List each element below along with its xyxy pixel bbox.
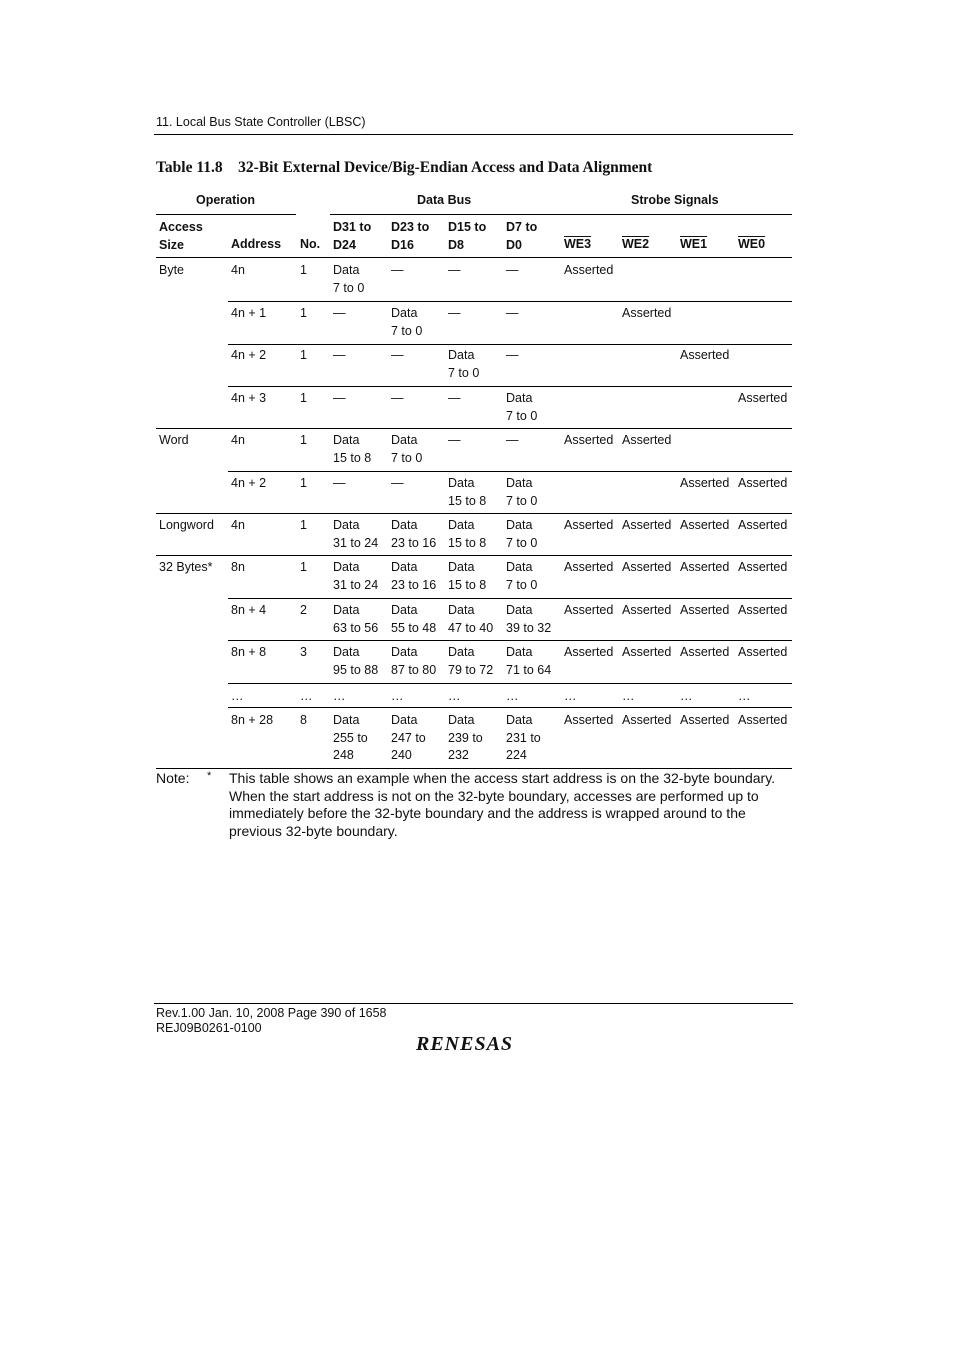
footer-document-number: REJ09B0261-0100 <box>156 1021 262 1035</box>
table-cell-we3: Asserted <box>564 263 614 277</box>
column-header-access-size: Access Size <box>159 220 203 252</box>
table-cell-d15-d8: … <box>448 689 461 703</box>
table-cell-no: … <box>300 689 313 703</box>
table-cell-d23-d16: — <box>391 263 404 277</box>
table-cell-we0: … <box>738 689 751 703</box>
table-cell-d15-d8: Data 239 to 232 <box>448 713 483 762</box>
row-separator <box>156 428 792 429</box>
table-cell-we0: Asserted <box>738 476 788 490</box>
row-separator <box>228 683 792 684</box>
table-cell-d15-d8: — <box>448 263 461 277</box>
note-text: This table shows an example when the access start address is on the 32-byte boundary. When the start address is not on the 32-byte boundary, accesses are performed up to immediately before the 32-byte boundary and the address is wrapped around to the previous 32-byte boundary. <box>229 770 776 839</box>
table-cell-we0: Asserted <box>738 603 788 617</box>
table-cell-d15-d8: Data 15 to 8 <box>448 476 487 508</box>
table-cell-d23-d16: Data 23 to 16 <box>391 560 437 592</box>
table-cell-we2: … <box>622 689 635 703</box>
table-cell-address: 8n + 8 <box>231 645 267 659</box>
table-cell-d31-d24: — <box>333 306 346 320</box>
table-cell-no: 1 <box>300 306 307 320</box>
table-cell-d15-d8: Data 79 to 72 <box>448 645 494 677</box>
table-cell-we1: Asserted <box>680 348 730 362</box>
table-cell-d7-d0: Data 7 to 0 <box>506 476 538 508</box>
renesas-logo <box>416 1033 536 1055</box>
table-cell-we2: Asserted <box>622 518 672 532</box>
operation-header-rule <box>156 214 296 215</box>
row-separator <box>156 768 792 769</box>
table-cell-access-size: 32 Bytes* <box>159 560 213 574</box>
row-separator <box>228 301 792 302</box>
table-cell-d31-d24: Data 31 to 24 <box>333 560 379 592</box>
table-cell-we1: Asserted <box>680 603 730 617</box>
table-cell-we3: Asserted <box>564 713 614 727</box>
table-cell-we1: Asserted <box>680 713 730 727</box>
table-cell-d23-d16: — <box>391 348 404 362</box>
table-cell-d7-d0: Data 7 to 0 <box>506 518 538 550</box>
row-separator <box>228 640 792 641</box>
footer-rule <box>154 1003 793 1004</box>
table-cell-we1: Asserted <box>680 518 730 532</box>
data-strobe-header-rule <box>330 214 792 215</box>
row-separator <box>228 598 792 599</box>
column-header-d31-d24: D31 to D24 <box>333 220 372 252</box>
table-cell-access-size: Word <box>159 433 189 447</box>
table-cell-no: 1 <box>300 433 307 447</box>
table-cell-address: 4n <box>231 433 245 447</box>
table-cell-we1: Asserted <box>680 645 730 659</box>
table-cell-we3: … <box>564 689 577 703</box>
table-cell-d7-d0: — <box>506 348 519 362</box>
table-cell-no: 1 <box>300 476 307 490</box>
table-cell-address: 4n + 2 <box>231 476 267 490</box>
table-cell-d15-d8: Data 15 to 8 <box>448 518 487 550</box>
column-header-we1: WE1 <box>680 237 708 251</box>
table-cell-address: 8n + 4 <box>231 603 267 617</box>
operation-group-header: Operation <box>196 193 256 207</box>
table-cell-we1: Asserted <box>680 476 730 490</box>
table-cell-no: 1 <box>300 348 307 362</box>
table-cell-d7-d0: Data 7 to 0 <box>506 560 538 592</box>
table-cell-we0: Asserted <box>738 713 788 727</box>
table-cell-no: 1 <box>300 263 307 277</box>
column-header-we2: WE2 <box>622 237 650 251</box>
table-cell-we2: Asserted <box>622 560 672 574</box>
table-cell-d15-d8: — <box>448 306 461 320</box>
table-cell-address: 4n + 2 <box>231 348 267 362</box>
table-cell-we2: Asserted <box>622 713 672 727</box>
note-label: Note: <box>156 770 190 786</box>
strobe-signals-group-header: Strobe Signals <box>631 193 719 207</box>
table-cell-we0: Asserted <box>738 518 788 532</box>
table-cell-we3: Asserted <box>564 603 614 617</box>
table-cell-we0: Asserted <box>738 560 788 574</box>
table-cell-d7-d0: Data 7 to 0 <box>506 391 538 423</box>
row-separator <box>228 471 792 472</box>
table-cell-address: 4n <box>231 263 245 277</box>
table-cell-d31-d24: Data 95 to 88 <box>333 645 379 677</box>
table-cell-d15-d8: — <box>448 433 461 447</box>
table-cell-d15-d8: Data 15 to 8 <box>448 560 487 592</box>
table-cell-d15-d8: Data 7 to 0 <box>448 348 480 380</box>
table-cell-d31-d24: … <box>333 689 346 703</box>
table-cell-no: 2 <box>300 603 307 617</box>
header-rule <box>154 134 793 135</box>
column-header-no: No. <box>300 237 321 251</box>
table-cell-address: 8n + 28 <box>231 713 274 727</box>
table-cell-we1: Asserted <box>680 560 730 574</box>
table-cell-d31-d24: Data 63 to 56 <box>333 603 379 635</box>
table-cell-d15-d8: Data 47 to 40 <box>448 603 494 635</box>
table-cell-d23-d16: — <box>391 476 404 490</box>
table-cell-we3: Asserted <box>564 433 614 447</box>
data-bus-group-header: Data Bus <box>417 193 472 207</box>
table-cell-we3: Asserted <box>564 560 614 574</box>
row-separator <box>228 344 792 345</box>
table-cell-access-size: Longword <box>159 518 214 532</box>
table-cell-d7-d0: Data 231 to 224 <box>506 713 541 762</box>
table-cell-d7-d0: — <box>506 263 519 277</box>
row-separator <box>156 513 792 514</box>
table-title: Table 11.8 32-Bit External Device/Big-Endian Access and Data Alignment <box>156 159 653 176</box>
table-cell-d15-d8: — <box>448 391 461 405</box>
table-cell-access-size: Byte <box>159 263 185 277</box>
table-cell-d23-d16: — <box>391 391 404 405</box>
table-cell-d23-d16: Data 7 to 0 <box>391 433 423 465</box>
table-cell-we1: … <box>680 689 693 703</box>
column-header-bottom-rule <box>156 257 792 258</box>
svg-text:RENESAS: RENESAS <box>416 1033 514 1055</box>
column-header-d23-d16: D23 to D16 <box>391 220 430 252</box>
table-cell-d23-d16: Data 55 to 48 <box>391 603 437 635</box>
footer-revision: Rev.1.00 Jan. 10, 2008 Page 390 of 1658 <box>156 1006 387 1020</box>
table-cell-d7-d0: — <box>506 306 519 320</box>
column-header-d7-d0: D7 to D0 <box>506 220 538 252</box>
note-marker: * <box>207 770 212 782</box>
page-header: 11. Local Bus State Controller (LBSC) <box>156 115 366 129</box>
table-cell-d7-d0: Data 71 to 64 <box>506 645 552 677</box>
table-cell-d31-d24: — <box>333 391 346 405</box>
table-cell-address: 8n <box>231 560 245 574</box>
table-cell-d23-d16: Data 87 to 80 <box>391 645 437 677</box>
table-cell-d31-d24: Data 7 to 0 <box>333 263 365 295</box>
table-cell-we2: Asserted <box>622 306 672 320</box>
column-header-d15-d8: D15 to D8 <box>448 220 487 252</box>
table-cell-d23-d16: … <box>391 689 404 703</box>
column-header-we3: WE3 <box>564 237 592 251</box>
table-cell-d31-d24: Data 255 to 248 <box>333 713 368 762</box>
table-cell-d7-d0: — <box>506 433 519 447</box>
row-separator <box>228 386 792 387</box>
table-cell-address: … <box>231 689 244 703</box>
table-cell-address: 4n + 1 <box>231 306 267 320</box>
table-cell-address: 4n <box>231 518 245 532</box>
column-header-we0: WE0 <box>738 237 766 251</box>
column-header-address: Address <box>231 237 282 251</box>
table-cell-no: 1 <box>300 518 307 532</box>
table-cell-we0: Asserted <box>738 391 788 405</box>
table-cell-we2: Asserted <box>622 645 672 659</box>
table-cell-d23-d16: Data 247 to 240 <box>391 713 426 762</box>
table-cell-we3: Asserted <box>564 645 614 659</box>
table-cell-address: 4n + 3 <box>231 391 267 405</box>
table-cell-d31-d24: Data 15 to 8 <box>333 433 372 465</box>
table-cell-d31-d24: — <box>333 348 346 362</box>
table-cell-d23-d16: Data 23 to 16 <box>391 518 437 550</box>
table-cell-d7-d0: Data 39 to 32 <box>506 603 552 635</box>
table-cell-d7-d0: … <box>506 689 519 703</box>
row-separator <box>156 555 792 556</box>
table-cell-no: 1 <box>300 560 307 574</box>
table-cell-d31-d24: Data 31 to 24 <box>333 518 379 550</box>
table-cell-we2: Asserted <box>622 603 672 617</box>
table-cell-we2: Asserted <box>622 433 672 447</box>
table-cell-no: 8 <box>300 713 307 727</box>
table-cell-we0: Asserted <box>738 645 788 659</box>
table-cell-no: 3 <box>300 645 307 659</box>
table-cell-we3: Asserted <box>564 518 614 532</box>
table-cell-d23-d16: Data 7 to 0 <box>391 306 423 338</box>
table-cell-d31-d24: — <box>333 476 346 490</box>
table-cell-no: 1 <box>300 391 307 405</box>
row-separator <box>228 707 792 708</box>
